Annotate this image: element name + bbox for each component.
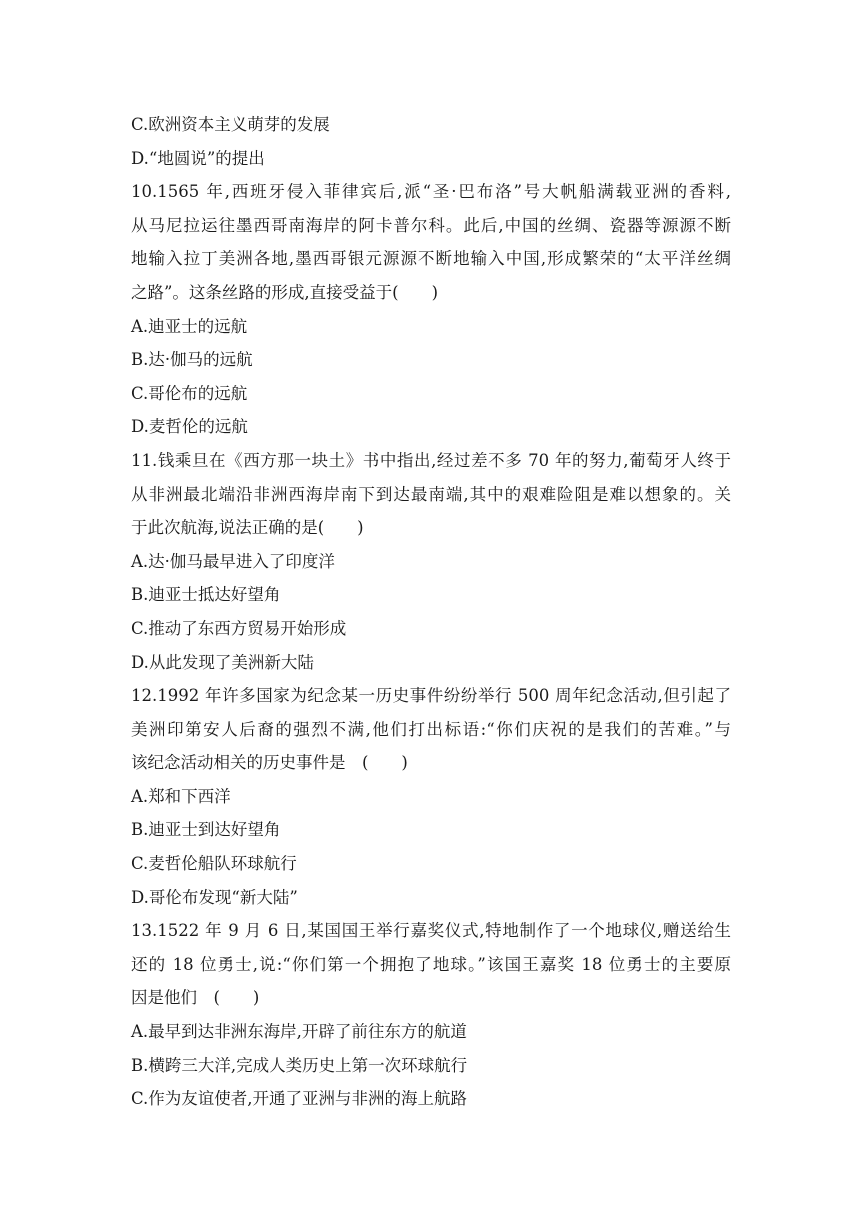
question-stem-line: 12.1992 年许多国家为纪念某一历史事件纷纷举行 500 周年纪念活动,但引起了 bbox=[131, 686, 731, 706]
answer-option: C.麦哲伦船队环球航行 bbox=[131, 854, 297, 874]
question-stem-line: 从马尼拉运往墨西哥南海岸的阿卡普尔科。此后,中国的丝绸、瓷器等源源不断 bbox=[131, 215, 731, 235]
answer-option: B.横跨三大洋,完成人类历史上第一次环球航行 bbox=[131, 1055, 468, 1075]
answer-option: A.迪亚士的远航 bbox=[131, 316, 248, 336]
question-stem-line: 因是他们 ( ) bbox=[131, 988, 260, 1008]
question-stem-line: 于此次航海,说法正确的是( ) bbox=[131, 518, 364, 538]
answer-option: D.麦哲伦的远航 bbox=[131, 417, 248, 437]
answer-option: C.推动了东西方贸易开始形成 bbox=[131, 618, 347, 638]
answer-option: D.“地圆说”的提出 bbox=[131, 148, 265, 168]
answer-option: B.迪亚士到达好望角 bbox=[131, 820, 281, 840]
question-stem-line: 从非洲最北端沿非洲西海岸南下到达最南端,其中的艰难险阻是难以想象的。关 bbox=[131, 484, 731, 504]
question-stem-line: 10.1565 年,西班牙侵入菲律宾后,派“圣·巴布洛”号大帆船满载亚洲的香料, bbox=[131, 182, 731, 202]
question-stem-line: 之路”。这条丝路的形成,直接受益于( ) bbox=[131, 282, 439, 302]
answer-option: C.作为友谊使者,开通了亚洲与非洲的海上航路 bbox=[131, 1089, 468, 1109]
question-text-block bbox=[131, 108, 731, 1116]
answer-option: B.达·伽马的远航 bbox=[131, 350, 253, 370]
question-stem-line: 还的 18 位勇士,说:“你们第一个拥抱了地球。”该国王嘉奖 18 位勇士的主要原 bbox=[131, 954, 731, 974]
question-stem-line: 地输入拉丁美洲各地,墨西哥银元源源不断地输入中国,形成繁荣的“太平洋丝绸 bbox=[131, 249, 731, 269]
answer-option: D.从此发现了美洲新大陆 bbox=[131, 652, 314, 672]
answer-option: A.郑和下西洋 bbox=[131, 786, 231, 806]
answer-option: C.欧洲资本主义萌芽的发展 bbox=[131, 115, 330, 134]
question-stem-line: 该纪念活动相关的历史事件是 ( ) bbox=[131, 753, 408, 773]
answer-option: A.达·伽马最早进入了印度洋 bbox=[131, 551, 335, 571]
answer-option: D.哥伦布发现“新大陆” bbox=[131, 887, 298, 907]
question-stem-line: 11.钱乘旦在《西方那一块土》书中指出,经过差不多 70 年的努力,葡萄牙人终于 bbox=[131, 450, 731, 470]
question-stem-line: 美洲印第安人后裔的强烈不满,他们打出标语:“你们庆祝的是我们的苦难。”与 bbox=[131, 719, 731, 739]
answer-option: B.迪亚士抵达好望角 bbox=[131, 585, 281, 605]
question-stem-line: 13.1522 年 9 月 6 日,某国国王举行嘉奖仪式,特地制作了一个地球仪,赠送给生 bbox=[131, 921, 731, 941]
answer-option: A.最早到达非洲东海岸,开辟了前往东方的航道 bbox=[131, 1022, 467, 1042]
answer-option: C.哥伦布的远航 bbox=[131, 383, 248, 403]
